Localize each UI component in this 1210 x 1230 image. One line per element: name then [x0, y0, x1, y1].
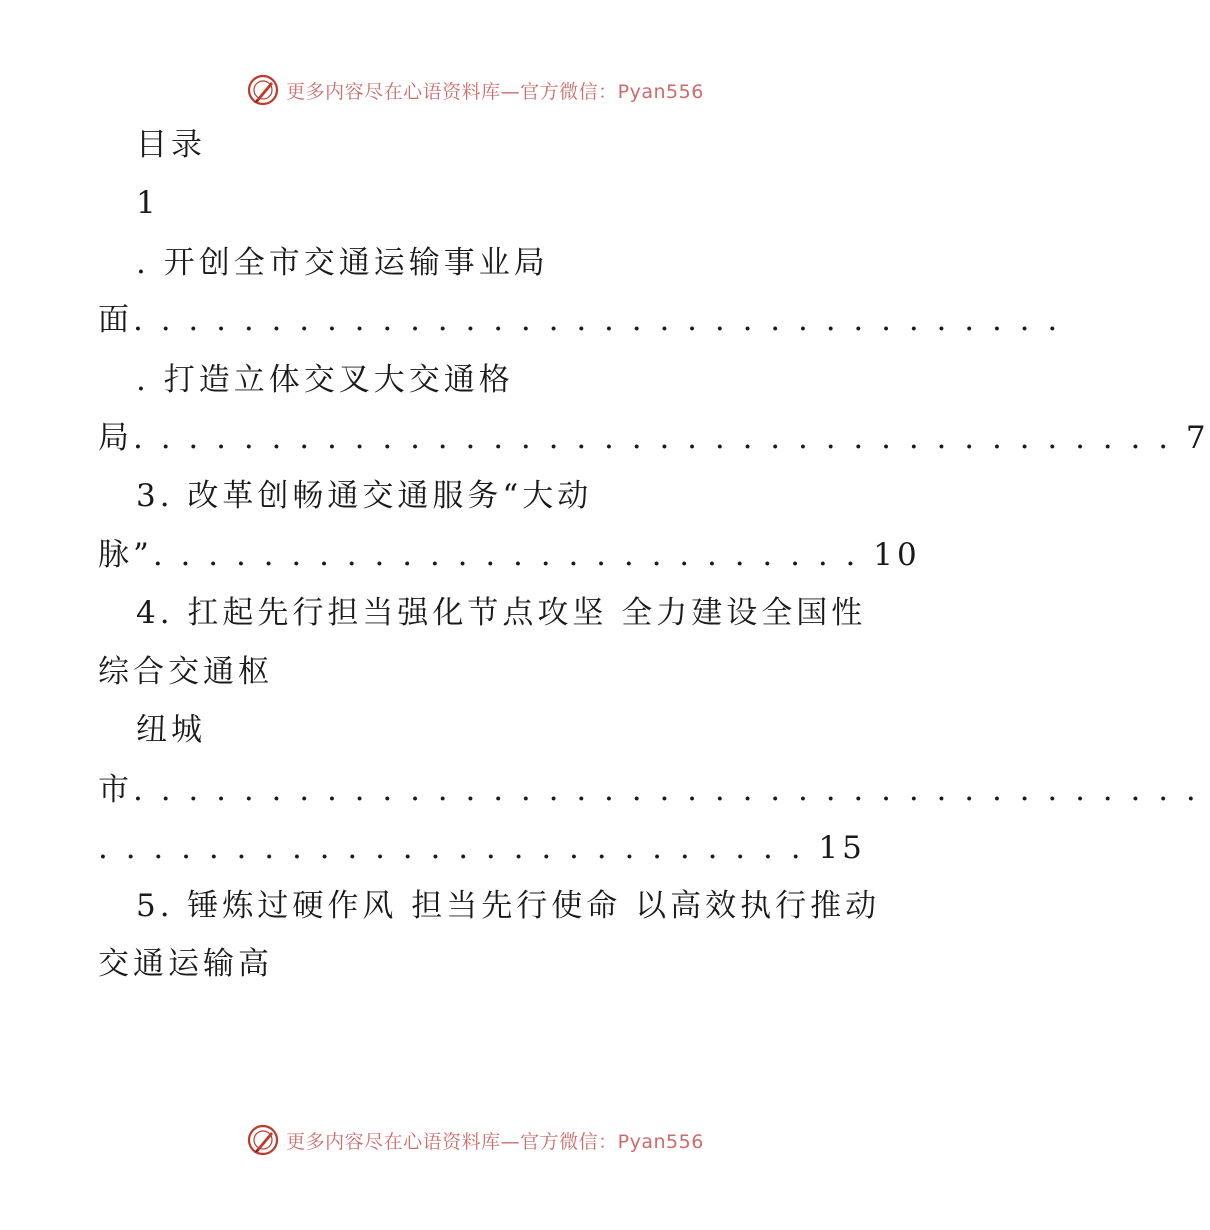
- toc-line: 局. . . . . . . . . . . . . . . . . . . . . . . . . . . . . . . . . . . . . . 7: [98, 420, 1210, 456]
- watermark-banner-top: [0, 70, 950, 110]
- pen-nib-circle-icon: [246, 73, 280, 107]
- toc-heading: 目录: [136, 127, 206, 163]
- toc-line: . 开创全市交通运输事业局: [136, 245, 549, 281]
- toc-line: 纽城: [136, 712, 206, 748]
- pen-nib-circle-icon: [246, 1123, 280, 1157]
- toc-line: 3. 改革创畅通交通服务“大动: [136, 478, 593, 514]
- toc-line: . . . . . . . . . . . . . . . . . . . . . . . . . . 15: [98, 830, 866, 866]
- toc-line: 交通运输高: [98, 946, 273, 982]
- toc-line: 5. 锤炼过硬作风 担当先行使命 以高效执行推动: [136, 888, 881, 924]
- watermark-text: 更多内容尽在心语资料库—官方微信：Pyan556: [286, 80, 704, 103]
- watermark-banner-bottom: [0, 1120, 950, 1160]
- toc-line: 4. 扛起先行担当强化节点攻坚 全力建设全国性: [136, 595, 867, 631]
- toc-line: 综合交通枢: [98, 654, 273, 690]
- toc-line: 脉”. . . . . . . . . . . . . . . . . . . . . . . . . . 10: [98, 537, 921, 573]
- toc-line: 面. . . . . . . . . . . . . . . . . . . . . . . . . . . . . . . . . .: [98, 302, 1062, 338]
- toc-line: 1: [136, 185, 160, 221]
- toc-line: 市. . . . . . . . . . . . . . . . . . . . . . . . . . . . . . . . . . . . . . .: [98, 772, 1200, 808]
- toc-line: . 打造立体交叉大交通格: [136, 362, 514, 398]
- watermark-text: 更多内容尽在心语资料库—官方微信：Pyan556: [286, 1130, 704, 1153]
